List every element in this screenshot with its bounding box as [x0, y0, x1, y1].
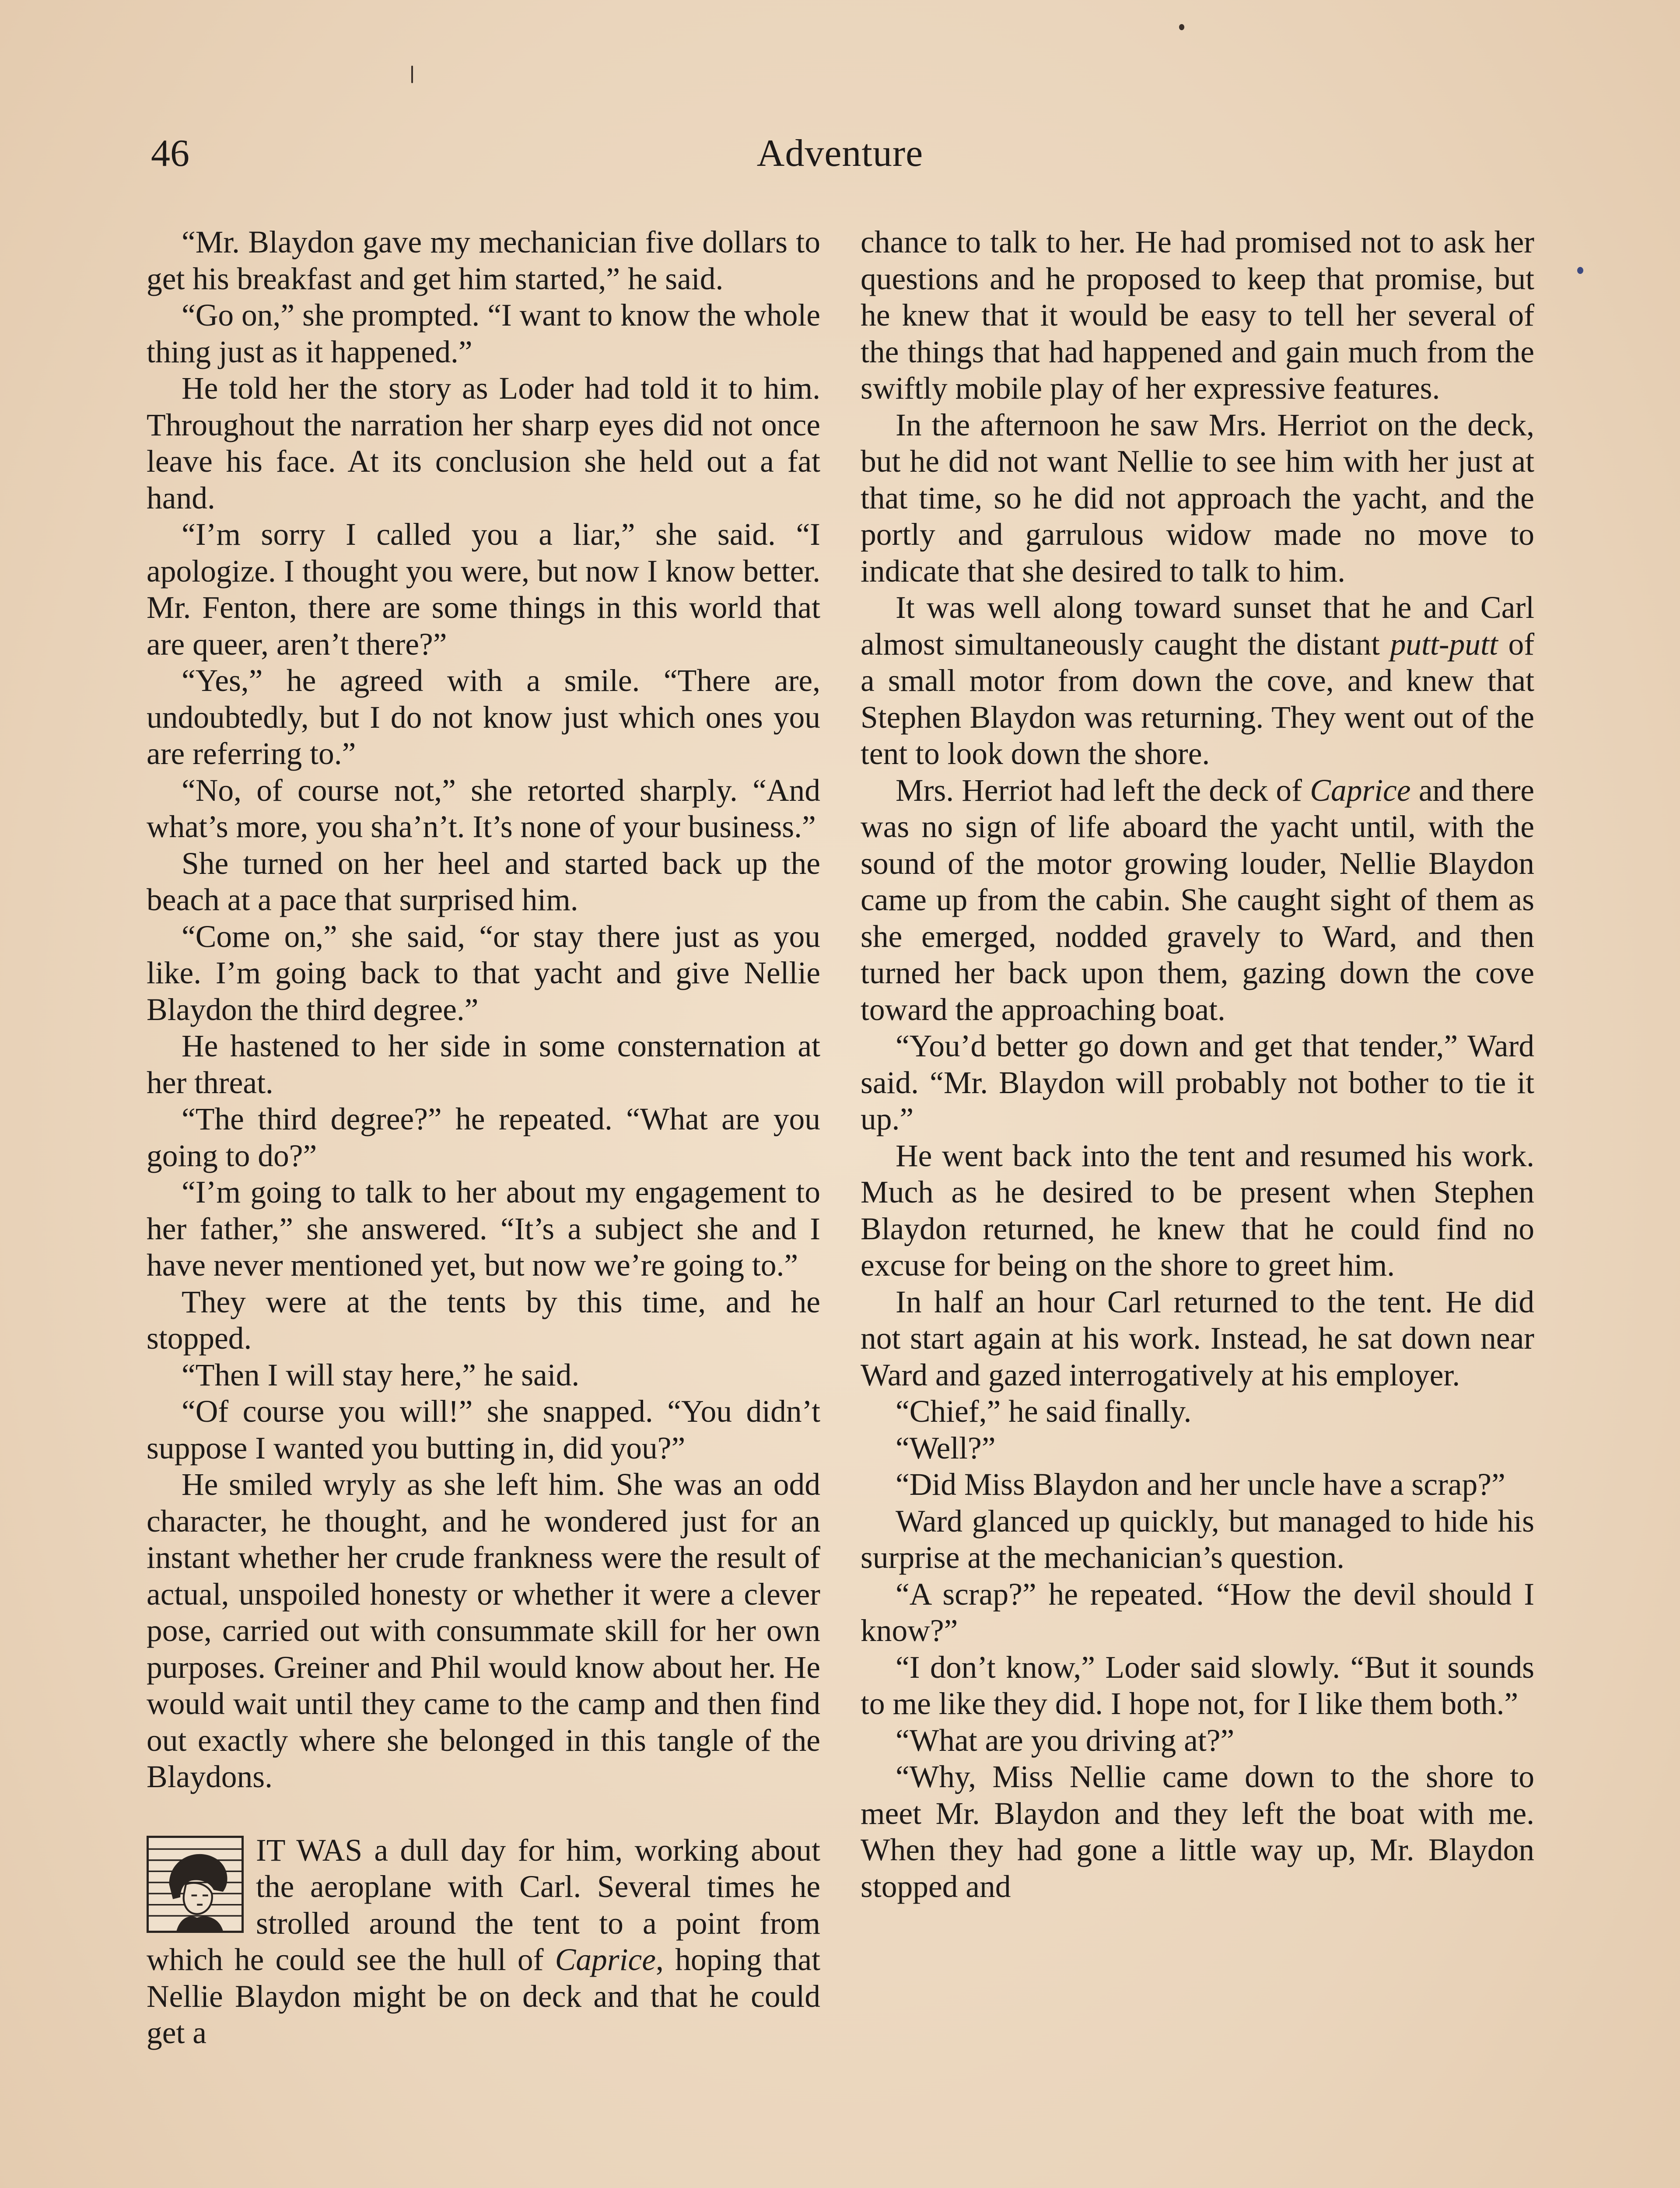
- left-column: [147, 224, 820, 2051]
- paragraph: In the afternoon he saw Mrs. Herriot on the deck, but he did not want Nellie to see him with her just at that time, so he did not approach the yacht, and the portly and garrulous widow made no move to indicate that she desired to talk to him.: [861, 407, 1534, 589]
- paragraph: “Of course you will!” she snapped. “You didn’t suppose I wanted you butting in, did you?”: [147, 1394, 820, 1466]
- paragraph: “Yes,” he agreed with a smile. “There are, undoubtedly, but I do not know just which ones you are referring to.”: [147, 663, 820, 771]
- paragraph: “Come on,” she said, “or stay there just as you like. I’m going back to that yacht and give Nellie Blaydon the third degree.”: [147, 919, 820, 1027]
- paragraph: “Why, Miss Nellie came down to the shore to meet Mr. Blaydon and they left the boat with me. When they had gone a little way up, Mr. Blaydon stopped and: [861, 1760, 1534, 1904]
- paper-speck: [1179, 24, 1184, 30]
- paragraph: “Then I will stay here,” he said.: [182, 1357, 580, 1392]
- paragraph: It was well along toward sunset that he and Carl almost simultaneously caught the distant putt-putt of a small motor from down the cove, and knew that Stephen Blaydon was returning. They went out of the tent to look down the shore.: [861, 590, 1535, 771]
- running-title: Adventure: [756, 132, 924, 175]
- paragraph: “Mr. Blaydon gave my mechanician five dollars to get his breakfast and get him started,” he said.: [147, 225, 820, 296]
- right-column: [861, 224, 1534, 1905]
- paragraph: He hastened to her side in some consternation at her threat.: [147, 1029, 820, 1100]
- paragraph: “The third degree?” he repeated. “What are you going to do?”: [147, 1102, 820, 1173]
- paragraph: “What are you driving at?”: [896, 1723, 1235, 1758]
- paragraph: He told her the story as Loder had told it to him. Throughout the narration her sharp eyes did not once leave his face. At its conclusion she held out a fat hand.: [147, 371, 820, 515]
- paragraph: He went back into the tent and resumed his work. Much as he desired to be present when Stephen Blaydon returned, he knew that he could find no excuse for being on the shore to greet him.: [861, 1138, 1534, 1283]
- paragraph: chance to talk to her. He had promised not to ask her questions and he proposed to keep that promise, but he knew that it would be easy to tell her several of the things that had happened and gain much from the swiftly mobile play of her expressive features.: [861, 225, 1534, 406]
- paragraph: She turned on her heel and started back up the beach at a pace that surprised him.: [147, 846, 820, 917]
- paragraph: Mrs. Herriot had left the deck of Caprice and there was no sign of life aboard the yacht until, with the sound of the motor growing louder, Nellie Blaydon came up from the cabin. She caught sight of them as she emerged, nodded gravely to Ward, and then turned her back upon them, gazing down the cove toward the approaching boat.: [861, 773, 1534, 1027]
- paper-speck: [411, 66, 413, 83]
- page-header: [151, 131, 1529, 179]
- paragraph: “I’m sorry I called you a liar,” she said. “I apologize. I thought you were, but now I know better. Mr. Fenton, there are some things in this world that are queer, aren’t there?”: [147, 517, 820, 662]
- paragraph: “A scrap?” he repeated. “How the devil should I know?”: [861, 1577, 1534, 1648]
- paragraph: Ward glanced up quickly, but managed to hide his surprise at the mechanician’s question.: [861, 1504, 1534, 1575]
- paragraph: “Chief,” he said finally.: [896, 1394, 1192, 1429]
- paragraph: “I’m going to talk to her about my engagement to her father,” she answered. “It’s a subject she and I have never mentioned yet, but now we’re going to.”: [147, 1175, 820, 1283]
- page-number: 46: [151, 132, 189, 175]
- right-column-paragraphs: [861, 224, 1534, 1905]
- section-start: [147, 1832, 820, 2051]
- paper-speck: [1577, 267, 1583, 274]
- paragraph: “Go on,” she prompted. “I want to know the whole thing just as it happened.”: [147, 298, 820, 369]
- woman-portrait-icon: [147, 1836, 244, 1933]
- section-start-paragraph: IT WAS a dull day for him, working about the aeroplane with Carl. Several times he strolled around the tent to a point from which he could see the hull of Caprice, hoping that Nellie Blaydon might be on deck and that he could get a: [147, 1833, 820, 2050]
- section-break: [147, 1795, 820, 1832]
- paragraph: In half an hour Carl returned to the tent. He did not start again at his work. Instead, he sat down near Ward and gazed interrogatively at his employer.: [861, 1284, 1534, 1392]
- left-column-paragraphs: [147, 224, 820, 1795]
- paragraph: He smiled wryly as she left him. She was an odd character, he thought, and he wondered just for an instant whether her crude frankness were the result of actual, unspoiled honesty or whether it were a clever pose, carried out with consummate skill for her own purposes. Greiner and Phil would know about her. He would wait until they came to the camp and then find out exactly where she belonged in this tangle of the Blaydons.: [147, 1467, 820, 1794]
- paragraph: “I don’t know,” Loder said slowly. “But it sounds to me like they did. I hope not, for I like them both.”: [861, 1650, 1534, 1721]
- paragraph: “No, of course not,” she retorted sharply. “And what’s more, you sha’n’t. It’s none of your business.”: [147, 773, 820, 844]
- paragraph: “Well?”: [896, 1431, 996, 1466]
- paragraph: “Did Miss Blaydon and her uncle have a scrap?”: [896, 1467, 1505, 1502]
- paragraph: They were at the tents by this time, and he stopped.: [147, 1284, 820, 1356]
- paragraph: “You’d better go down and get that tender,” Ward said. “Mr. Blaydon will probably not bother to tie it up.”: [861, 1029, 1534, 1136]
